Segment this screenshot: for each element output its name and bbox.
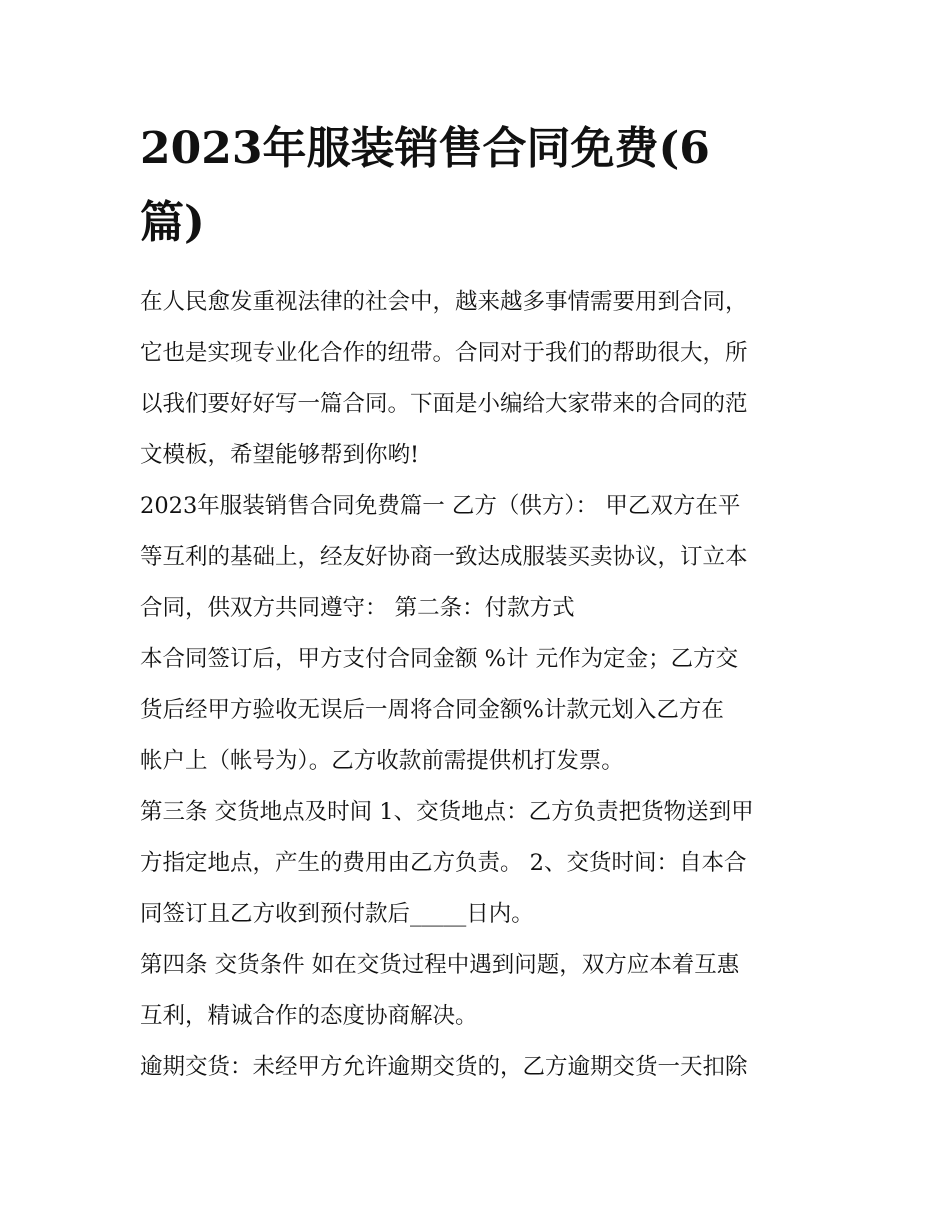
paragraph-line: 在人民愈发重视法律的社会中，越来越多事情需要用到合同，	[140, 289, 748, 315]
paragraph-line: 它也是实现专业化合作的纽带。合同对于我们的帮助很大，所	[140, 340, 748, 366]
paragraph-line: 货后经甲方验收无误后一周将合同金额%计款元划入乙方在	[140, 697, 724, 723]
paragraph-line: 互利，精诚合作的态度协商解决。	[140, 1003, 478, 1029]
paragraph-intro	[140, 277, 815, 481]
paragraph-line: 本合同签订后，甲方支付合同金额 %计 元作为定金；乙方交	[140, 646, 739, 672]
paragraph-payment	[140, 634, 815, 787]
title-line-2: 篇)	[140, 197, 205, 248]
paragraph-late-delivery	[140, 1042, 815, 1093]
document-body	[140, 277, 815, 1093]
title-line-1: 2023年服装销售合同免费(6	[140, 123, 710, 174]
paragraph-line: 2023年服装销售合同免费篇一 乙方（供方）： 甲乙双方在平	[140, 493, 741, 519]
paragraph-line: 逾期交货：未经甲方允许逾期交货的，乙方逾期交货一天扣除	[140, 1054, 748, 1080]
paragraph-article-1	[140, 481, 815, 634]
document-title	[140, 112, 780, 260]
paragraph-line: 文模板，希望能够帮到你哟!	[140, 442, 420, 468]
paragraph-line: 以我们要好好写一篇合同。下面是小编给大家带来的合同的范	[140, 391, 748, 417]
paragraph-article-4	[140, 940, 815, 1042]
paragraph-line: 第四条 交货条件 如在交货过程中遇到问题，双方应本着互惠	[140, 952, 740, 978]
paragraph-line: 方指定地点，产生的费用由乙方负责。 2、交货时间：自本合	[140, 850, 747, 876]
paragraph-line: 等互利的基础上，经友好协商一致达成服装买卖协议，订立本	[140, 544, 748, 570]
paragraph-line: 帐户上（帐号为）。乙方收款前需提供机打发票。	[140, 748, 624, 774]
paragraph-line: 合同，供双方共同遵守： 第二条：付款方式	[140, 595, 575, 621]
paragraph-line: 第三条 交货地点及时间 1、交货地点：乙方负责把货物送到甲	[140, 799, 754, 825]
paragraph-article-3	[140, 787, 815, 940]
paragraph-line: 同签订且乙方收到预付款后_____日内。	[140, 901, 534, 927]
